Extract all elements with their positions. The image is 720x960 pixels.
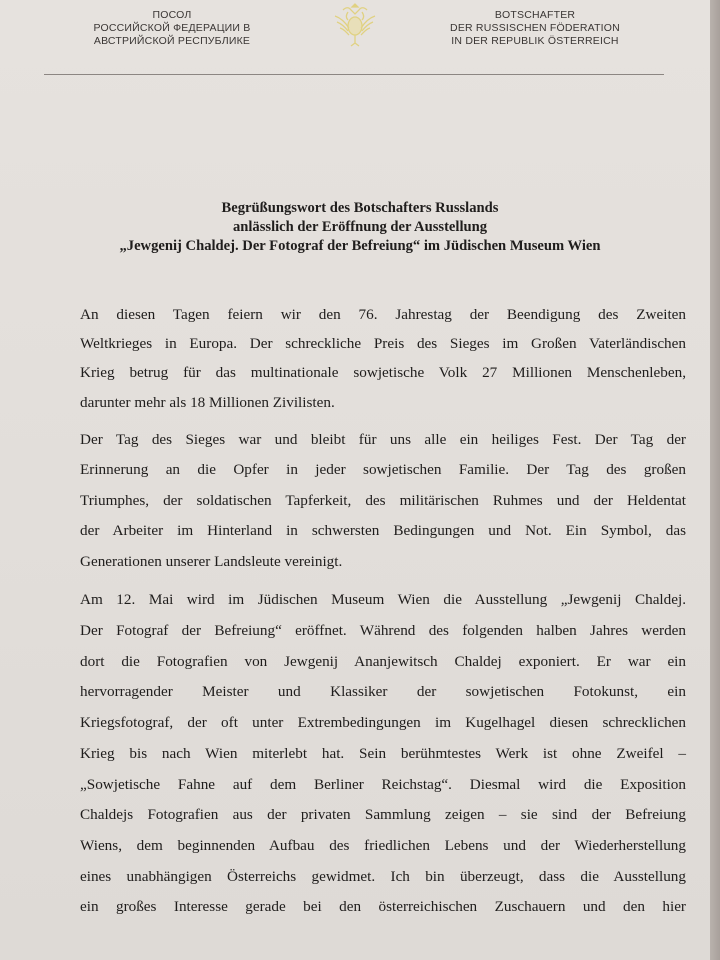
document-body — [80, 300, 686, 923]
text-line: dort die Fotografien von Jewgenij Ananjewitsch Chaldej exponiert. Er war ein — [80, 652, 686, 670]
text-line: Chaldejs Fotografien aus der privaten Sammlung zeigen – sie sind der Befreiung — [80, 806, 686, 824]
letterhead-line: РОССИЙСКОЙ ФЕДЕРАЦИИ В — [93, 22, 251, 34]
paragraph — [80, 300, 686, 417]
text-line: Weltkrieges in Europa. Der schreckliche Preis des Sieges im Großen Vaterländischen — [80, 335, 686, 353]
paragraph — [80, 585, 686, 923]
page-edge-shadow — [710, 0, 720, 960]
text-line: hervorragender Meister und Klassiker der sowjetischen Fotokunst, ein — [80, 683, 686, 701]
text-line: Generationen unserer Landsleute vereinigt. — [80, 552, 343, 570]
document-title — [40, 199, 680, 256]
text-line: darunter mehr als 18 Millionen Zivilisten. — [80, 393, 335, 411]
letterhead-line: IN DER REPUBLIK ÖSTERREICH — [451, 35, 619, 47]
text-line: Krieg bis nach Wien miterlebt hat. Sein berühmtestes Werk ist ohne Zweifel – — [80, 744, 686, 762]
letterhead-divider — [44, 74, 664, 75]
title-line: „Jewgenij Chaldej. Der Fotograf der Befreiung“ im Jüdischen Museum Wien — [119, 238, 601, 254]
text-line: ein großes Interesse gerade bei den österreichischen Zuschauern und den hier — [80, 898, 686, 916]
text-line: „Sowjetische Fahne auf dem Berliner Reichstag“. Diesmal wird die Exposition — [80, 775, 686, 793]
letterhead-line: BOTSCHAFTER — [494, 9, 576, 21]
text-line: der Arbeiter im Hinterland in schwersten Bedingungen und Not. Ein Symbol, das — [80, 522, 686, 540]
letterhead-line: ПОСОЛ — [152, 9, 192, 21]
letterhead-german — [440, 9, 630, 48]
letterhead-line: АВСТРИЙСКОЙ РЕСПУБЛИКЕ — [93, 35, 251, 47]
text-line: eines unabhängigen Österreichs gewidmet. Ich bin überzeugt, dass die Ausstellung — [80, 867, 686, 885]
letterhead-line: DER RUSSISCHEN FÖDERATION — [450, 22, 620, 34]
text-line: An diesen Tagen feiern wir den 76. Jahrestag der Beendigung des Zweiten — [80, 306, 686, 323]
title-line: Begrüßungswort des Botschafters Russlands — [221, 200, 499, 216]
text-line: Erinnerung an die Opfer in jeder sowjetischen Familie. Der Tag des großen — [80, 461, 686, 479]
text-line: Kriegsfotograf, der oft unter Extrembedingungen im Kugelhagel diesen schrecklichen — [80, 714, 686, 732]
letterhead-russian — [62, 9, 282, 48]
text-line: Krieg betrug für das multinationale sowjetische Volk 27 Millionen Menschenleben, — [80, 364, 686, 382]
text-line: Der Fotograf der Befreiung“ eröffnet. Während des folgenden halben Jahres werden — [80, 622, 686, 640]
text-line: Wiens, dem beginnenden Aufbau des friedlichen Lebens und der Wiederherstellung — [80, 836, 686, 854]
title-line: anlässlich der Eröffnung der Ausstellung — [232, 219, 488, 235]
text-line: Am 12. Mai wird im Jüdischen Museum Wien die Ausstellung „Jewgenij Chaldej. — [80, 591, 686, 609]
text-line: Der Tag des Sieges war und bleibt für uns alle ein heiliges Fest. Der Tag der — [80, 430, 686, 448]
text-line: Triumphes, der soldatischen Tapferkeit, des militärischen Ruhmes und der Heldentat — [80, 491, 686, 509]
paragraph — [80, 425, 686, 578]
coat-of-arms-emblem-icon — [331, 0, 379, 50]
